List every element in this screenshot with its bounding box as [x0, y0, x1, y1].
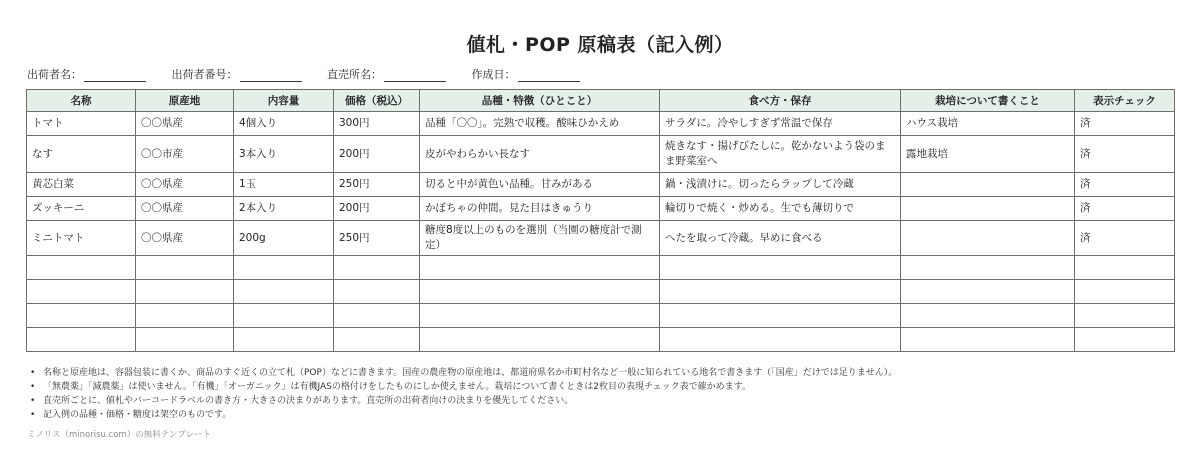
cell-variety: かぼちゃの仲間。見た目はきゅうり — [420, 197, 660, 221]
cell-variety — [420, 328, 660, 352]
cell-usage: 焼きなす・揚げびたしに。乾かないよう袋のまま野菜室へ — [660, 136, 901, 173]
footer-credit: ミノリス（minorisu.com）の無料テンプレート — [27, 430, 211, 440]
cell-usage — [660, 280, 901, 304]
cell-check: 済 — [1075, 136, 1175, 173]
cell-price: 200円 — [334, 197, 420, 221]
cell-check: 済 — [1075, 197, 1175, 221]
note-item: • 記入例の品種・価格・糖度は架空のものです。 — [30, 408, 897, 422]
cell-origin: 〇〇市産 — [136, 136, 234, 173]
cell-usage: サラダに。冷やしすぎず常温で保存 — [660, 112, 901, 136]
cell-check: 済 — [1075, 221, 1175, 256]
cell-origin: 〇〇県産 — [136, 197, 234, 221]
note-item: • 「無農薬」「減農薬」は使いません。「有機」「オーガニック」は有機JASの格付けをしたものにしか使えません。栽培について書くときは2枚目の表現チェック表で確かめます。 — [30, 380, 897, 394]
cell-cultivation — [901, 173, 1075, 197]
cell-variety: 品種「〇〇」。完熟で収穫。酸味ひかえめ — [420, 112, 660, 136]
cell-origin: 〇〇県産 — [136, 173, 234, 197]
shipper-name-field — [27, 66, 146, 82]
notes-list — [30, 366, 897, 422]
cell-price — [334, 256, 420, 280]
header-check: 表示チェック — [1075, 90, 1175, 112]
cell-usage: 輪切りで焼く・炒める。生でも薄切りで — [660, 197, 901, 221]
cell-name: ズッキーニ — [27, 197, 136, 221]
cell-check — [1075, 328, 1175, 352]
cell-price: 250円 — [334, 173, 420, 197]
cell-origin — [136, 304, 234, 328]
created-date-label: 作成日： — [471, 68, 516, 81]
cell-price — [334, 328, 420, 352]
cell-name — [27, 280, 136, 304]
cell-quantity — [234, 328, 334, 352]
header-quantity: 内容量 — [234, 90, 334, 112]
cell-origin: 〇〇県産 — [136, 112, 234, 136]
table-row — [27, 112, 1175, 136]
cell-cultivation: ハウス栽培 — [901, 112, 1075, 136]
cell-quantity: 200g — [234, 221, 334, 256]
header-origin: 原産地 — [136, 90, 234, 112]
header-price: 価格（税込） — [334, 90, 420, 112]
shipper-number-blank — [240, 69, 302, 82]
cell-cultivation — [901, 197, 1075, 221]
table-row — [27, 136, 1175, 173]
cell-quantity — [234, 280, 334, 304]
cell-check: 済 — [1075, 173, 1175, 197]
header-usage: 食べ方・保存 — [660, 90, 901, 112]
shipper-name-blank — [84, 69, 146, 82]
shipper-name-label: 出荷者名： — [27, 68, 82, 81]
header-variety: 品種・特徴（ひとこと） — [420, 90, 660, 112]
cell-variety: 糖度8度以上のものを選別（当園の糖度計で測定） — [420, 221, 660, 256]
cell-cultivation — [901, 280, 1075, 304]
table-header-row — [27, 90, 1175, 112]
note-item: • 直売所ごとに、値札やバーコードラベルの書き方・大きさの決まりがあります。直売所の出荷者向けの決まりを優先してください。 — [30, 394, 897, 408]
cell-price — [334, 280, 420, 304]
cell-variety — [420, 280, 660, 304]
cell-check — [1075, 256, 1175, 280]
price-tag-table — [26, 89, 1175, 352]
cell-cultivation: 露地栽培 — [901, 136, 1075, 173]
cell-price: 250円 — [334, 221, 420, 256]
cell-variety: 切ると中が黄色い品種。甘みがある — [420, 173, 660, 197]
cell-name: なす — [27, 136, 136, 173]
table-row — [27, 197, 1175, 221]
created-date-blank — [518, 69, 580, 82]
table-row — [27, 304, 1175, 328]
cell-name: トマト — [27, 112, 136, 136]
cell-variety: 皮がやわらかい長なす — [420, 136, 660, 173]
cell-quantity: 4個入り — [234, 112, 334, 136]
cell-name: ミニトマト — [27, 221, 136, 256]
cell-quantity: 1玉 — [234, 173, 334, 197]
cell-usage — [660, 304, 901, 328]
table-row — [27, 280, 1175, 304]
cell-quantity — [234, 304, 334, 328]
table-row — [27, 173, 1175, 197]
note-item: • 名称と原産地は、容器包装に書くか、商品のすぐ近くの立て札（POP）などに書きます。国産の農産物の原産地は、都道府県名か市町村名など一般に知られている地名で書きます（「国産」だけでは足りません）。 — [30, 366, 897, 380]
cell-check: 済 — [1075, 112, 1175, 136]
cell-usage — [660, 328, 901, 352]
cell-cultivation — [901, 304, 1075, 328]
store-name-field — [327, 66, 446, 82]
cell-name — [27, 328, 136, 352]
table-row — [27, 256, 1175, 280]
cell-quantity — [234, 256, 334, 280]
cell-name: 黄芯白菜 — [27, 173, 136, 197]
page-title: 値札・POP 原稿表（記入例） — [466, 34, 734, 56]
cell-variety — [420, 304, 660, 328]
table-body — [27, 112, 1175, 352]
shipper-number-label: 出荷者番号： — [171, 68, 238, 81]
table-row — [27, 221, 1175, 256]
cell-check — [1075, 304, 1175, 328]
store-name-label: 直売所名： — [327, 68, 382, 81]
table-row — [27, 328, 1175, 352]
cell-origin — [136, 280, 234, 304]
created-date-field — [472, 66, 580, 82]
cell-cultivation — [901, 328, 1075, 352]
cell-name — [27, 304, 136, 328]
cell-usage: 鍋・浅漬けに。切ったらラップして冷蔵 — [660, 173, 901, 197]
cell-quantity: 2本入り — [234, 197, 334, 221]
cell-origin: 〇〇県産 — [136, 221, 234, 256]
cell-usage: へたを取って冷蔵。早めに食べる — [660, 221, 901, 256]
shipper-number-field — [172, 66, 302, 82]
cell-check — [1075, 280, 1175, 304]
meta-fields — [27, 66, 602, 82]
cell-usage — [660, 256, 901, 280]
cell-price: 200円 — [334, 136, 420, 173]
header-name: 名称 — [27, 90, 136, 112]
cell-price — [334, 304, 420, 328]
cell-quantity: 3本入り — [234, 136, 334, 173]
cell-variety — [420, 256, 660, 280]
header-cultivation: 栽培について書くこと — [901, 90, 1075, 112]
cell-price: 300円 — [334, 112, 420, 136]
cell-origin — [136, 328, 234, 352]
cell-cultivation — [901, 256, 1075, 280]
cell-cultivation — [901, 221, 1075, 256]
cell-origin — [136, 256, 234, 280]
store-name-blank — [384, 69, 446, 82]
cell-name — [27, 256, 136, 280]
